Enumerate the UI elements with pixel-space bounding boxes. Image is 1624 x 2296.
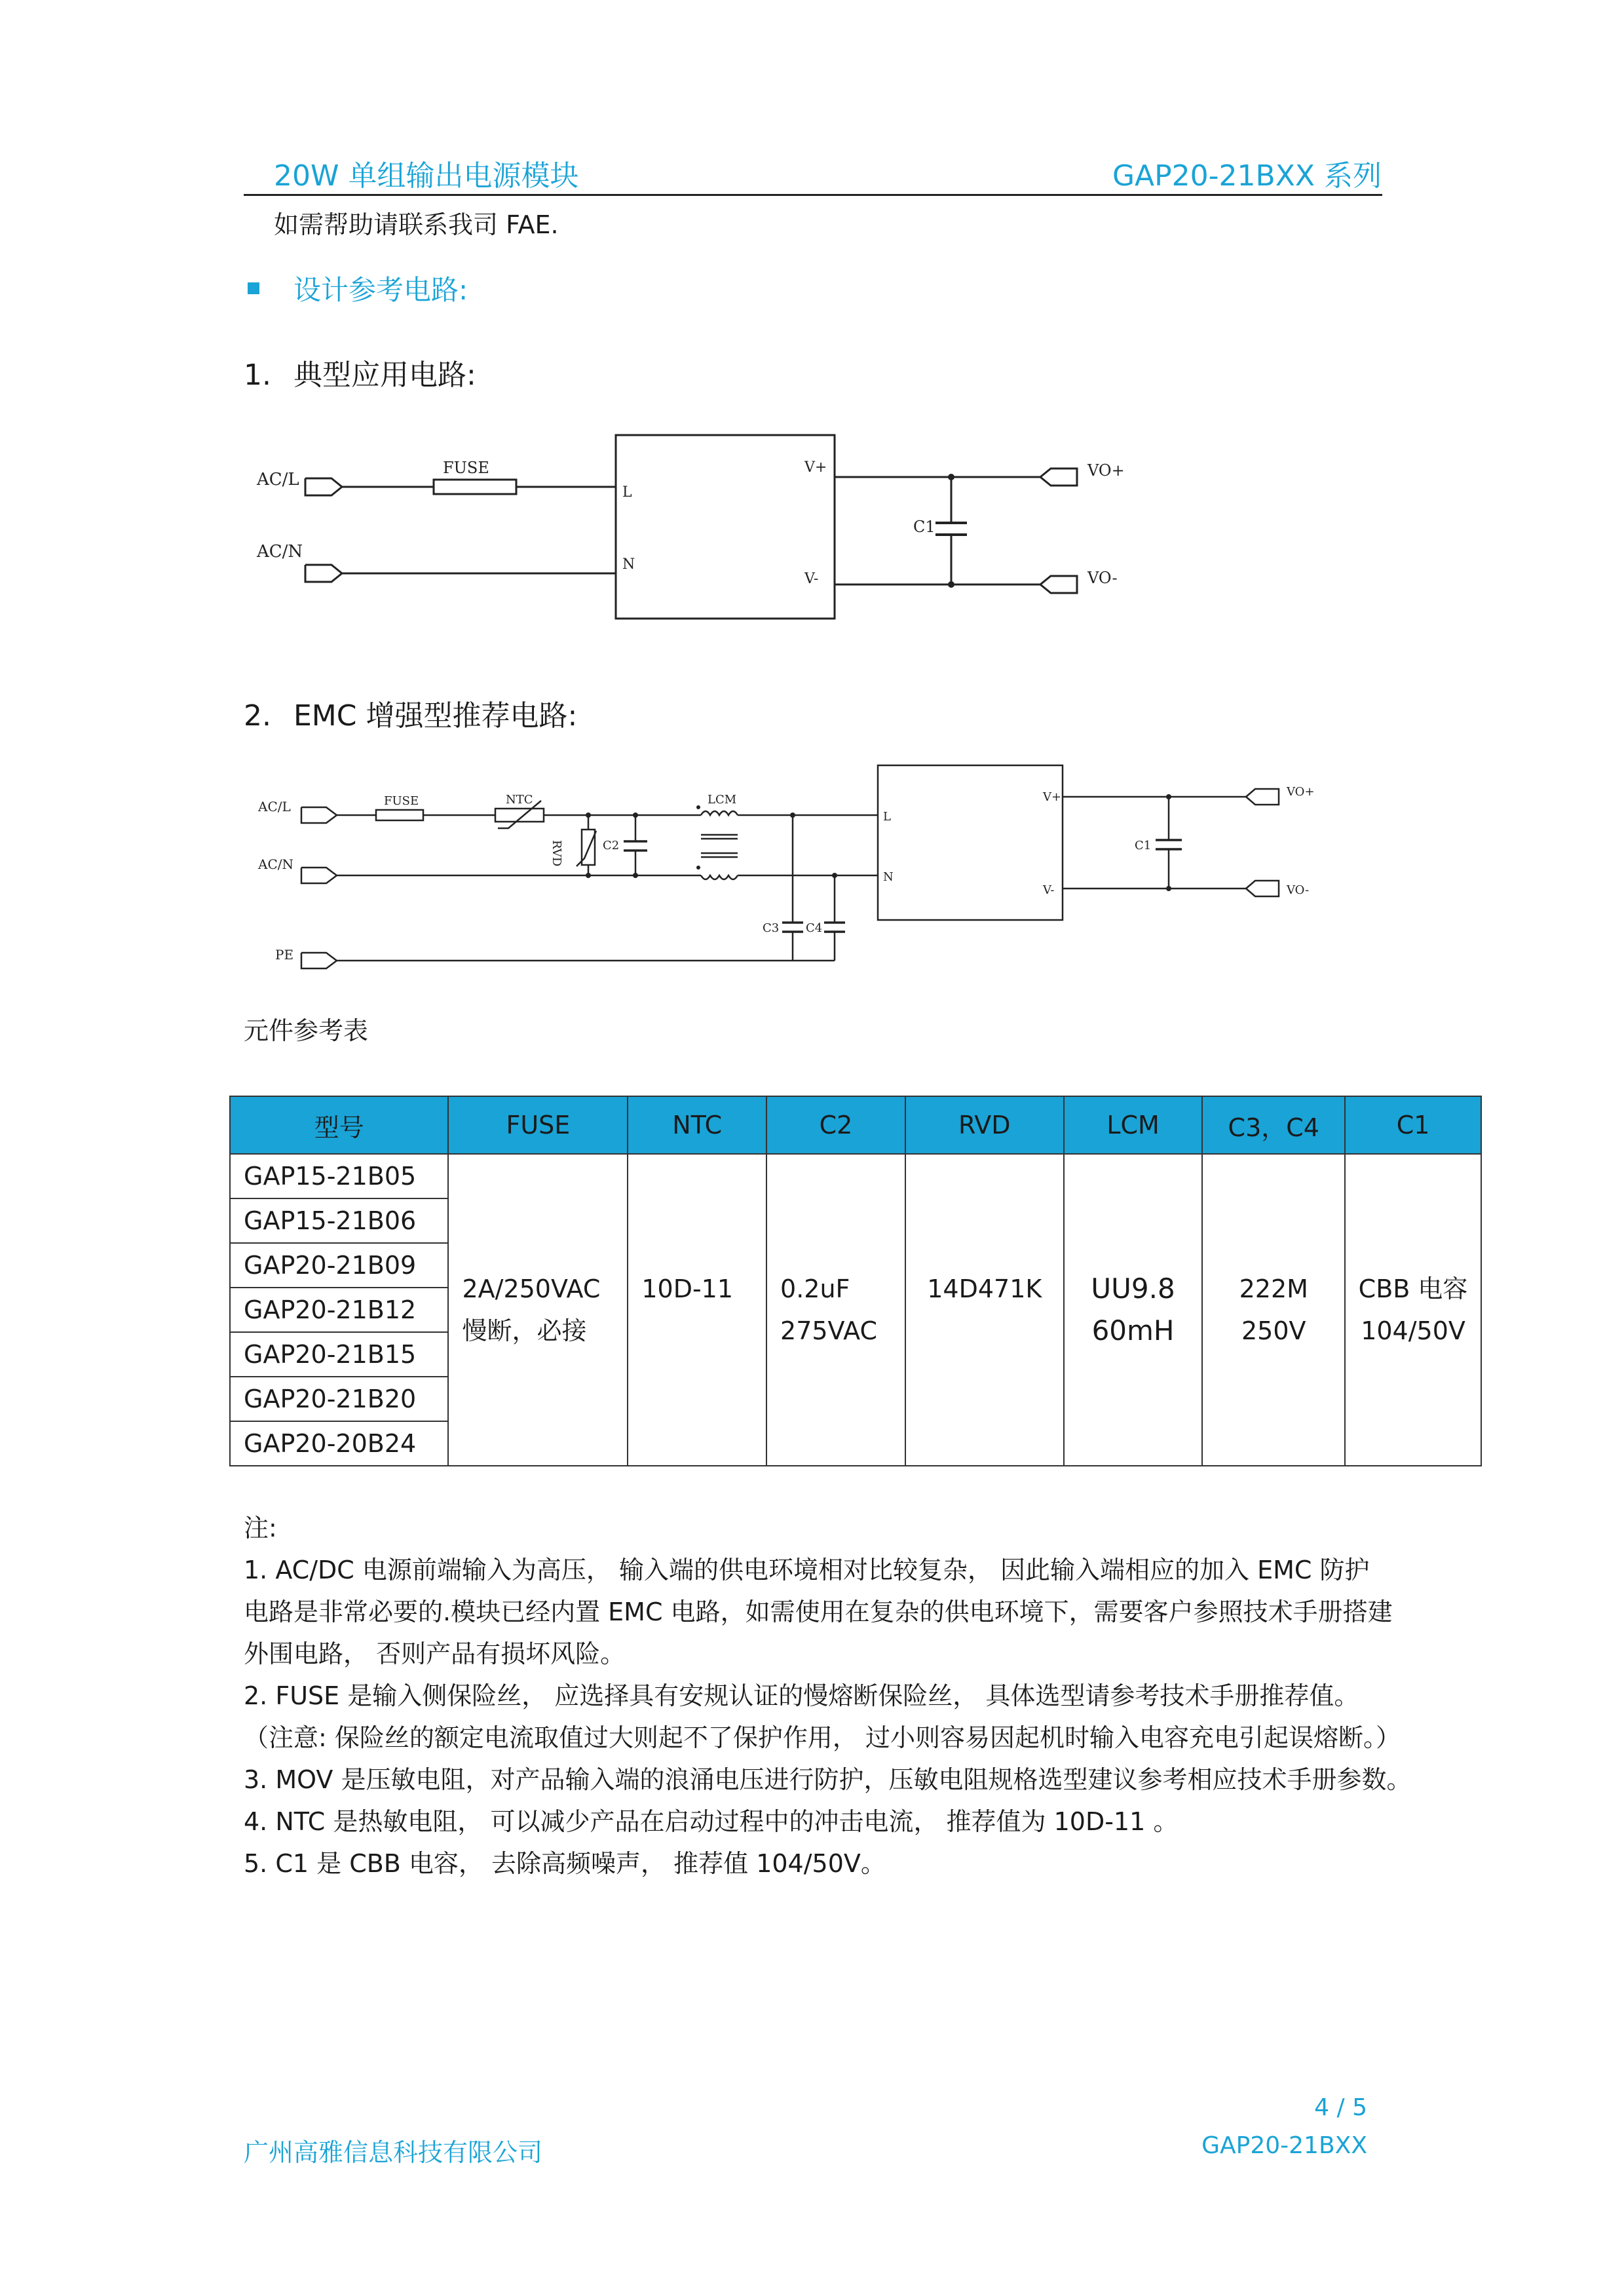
typical-application-circuit [249,419,1179,642]
c1-value-line: CBB 电容 [1358,1274,1468,1303]
page-number: 4 / 5 [1314,2094,1367,2121]
c3c4-value-line: 222M [1239,1274,1308,1303]
module-vplus-pin: V+ [804,459,827,476]
pe-terminal [301,953,337,968]
acl-label: AC/L [257,470,299,489]
lcm-label: LCM [708,793,737,807]
fuse-value-line: 2A/250VAC [462,1274,601,1303]
rvd-cell [905,1154,1064,1466]
fuse-value-line: 慢断，必接 [462,1316,587,1345]
model-cell: GAP15-21B06 [230,1198,448,1243]
model-cell: GAP20-21B20 [230,1377,448,1421]
emc-acn-terminal [301,868,337,883]
emc-fuse-label: FUSE [384,794,419,808]
acn-terminal [305,565,342,582]
emc-voplus-terminal [1246,789,1279,805]
emc-enhanced-circuit [249,760,1323,983]
rvd-label: RVD [550,840,563,867]
c1-label: C1 [913,518,935,536]
emc-acl-terminal [301,807,337,823]
lcm-cell [1064,1154,1203,1466]
note-line: 5. C1 是 CBB 电容， 去除高频噪声， 推荐值 104/50V。 [244,1849,886,1878]
lcm-value-line: UU9.8 [1091,1272,1175,1305]
note-line: 2. FUSE 是输入侧保险丝， 应选择具有安规认证的慢熔断保险丝， 具体选型请参考技术手册推荐值。 [244,1681,1359,1710]
note-line: 4. NTC 是热敏电阻， 可以减少产品在启动过程中的冲击电流， 推荐值为 10D-11 。 [244,1807,1179,1836]
c2-value-line: 0.2uF [780,1274,850,1303]
header-title: 20W 单组输出电源模块 [274,159,579,193]
note-line: 1. AC/DC 电源前端输入为高压， 输入端的供电环境相对比较复杂， 因此输入端相应的加入 EMC 防护 [244,1556,1370,1584]
emc-vominus-label: VO- [1287,883,1310,897]
emc-acl-label: AC/L [258,799,291,814]
component-reference-table [229,1096,1482,1466]
circuit2-heading [244,692,577,734]
help-text: 如需帮助请联系我司 FAE. [274,210,559,239]
header-rvd: RVD [905,1096,1064,1154]
table-row [230,1154,1481,1198]
ntc-label: NTC [506,793,533,807]
emc-module-vplus-pin: V+ [1043,790,1062,804]
module-vminus-pin: V- [804,571,819,587]
header-c3c4: C3，C4 [1202,1096,1345,1154]
circuit1-number: 1. [244,358,271,392]
footer-model: GAP20-21BXX [1201,2132,1367,2159]
lcm-value-line: 60mH [1091,1314,1175,1347]
table-caption: 元件参考表 [244,1016,369,1045]
header-c2: C2 [766,1096,905,1154]
model-cell: GAP15-21B05 [230,1154,448,1198]
header-ntc: NTC [628,1096,766,1154]
note-line: 外围电路， 否则产品有损坏风险。 [244,1639,626,1668]
header-divider [244,194,1382,196]
table-header-row [230,1096,1481,1154]
emc-module-vminus-pin: V- [1043,883,1055,897]
model-cell: GAP20-21B12 [230,1288,448,1332]
fuse-cell [448,1154,628,1466]
emc-c1-label: C1 [1135,839,1152,852]
vominus-terminal [1040,576,1077,593]
circuit1-title: 典型应用电路: [293,358,476,392]
header-c1: C1 [1345,1096,1481,1154]
lcm-coil-bottom [701,875,738,879]
notes-section [244,1507,1412,1885]
c3c4-value-line: 250V [1241,1316,1306,1345]
fuse-label: FUSE [443,459,489,477]
voplus-terminal [1040,469,1077,486]
section-heading [244,269,468,308]
acl-terminal [305,478,342,495]
fuse-symbol [434,480,516,494]
model-cell: GAP20-21B15 [230,1332,448,1377]
model-cell: GAP20-20B24 [230,1421,448,1466]
rvd-value-line: 14D471K [927,1274,1042,1303]
c2-cell [766,1154,905,1466]
notes-title: 注: [244,1514,277,1542]
square-bullet-icon [248,282,259,294]
module-box [616,435,835,619]
c2-label: C2 [603,839,620,852]
circuit1-heading [244,351,476,393]
header-fuse: FUSE [448,1096,628,1154]
pe-label: PE [275,947,294,963]
module-n-pin: N [622,556,635,573]
c3-label: C3 [763,921,780,935]
emc-module-box [878,765,1063,920]
emc-voplus-label: VO+ [1287,785,1315,799]
section-title: 设计参考电路: [293,274,468,306]
emc-vominus-terminal [1246,881,1279,896]
acn-label: AC/N [257,542,303,562]
emc-module-n-pin: N [883,870,894,884]
module-l-pin: L [622,484,632,501]
emc-acn-label: AC/N [258,856,293,872]
ntc-cell [628,1154,766,1466]
header-series: GAP20-21BXX 系列 [1112,159,1382,193]
c1-value-line: 104/50V [1361,1316,1465,1345]
ntc-value-line: 10D-11 [641,1274,734,1303]
note-line: （注意: 保险丝的额定电流取值过大则起不了保护作用， 过小则容易因起机时输入电容充电引起误熔断。） [244,1723,1401,1752]
footer-company: 广州高雅信息科技有限公司 [244,2138,543,2167]
c1-cell [1345,1154,1481,1466]
circuit2-number: 2. [244,699,271,733]
circuit2-title: EMC 增强型推荐电路: [293,699,578,733]
emc-fuse-symbol [376,810,423,820]
header-lcm: LCM [1064,1096,1203,1154]
c2-value-line: 275VAC [780,1316,877,1345]
voplus-label: VO+ [1087,461,1125,480]
header-model: 型号 [230,1096,448,1154]
emc-module-l-pin: L [883,810,891,824]
note-line: 电路是非常必要的.模块已经内置 EMC 电路，如需使用在复杂的供电环境下，需要客户参照技术手册搭建 [244,1598,1393,1626]
lcm-coil-top [701,811,738,815]
model-cell: GAP20-21B09 [230,1243,448,1288]
c3c4-cell [1202,1154,1345,1466]
note-line: 3. MOV 是压敏电阻，对产品输入端的浪涌电压进行防护，压敏电阻规格选型建议参考相应技术手册参数。 [244,1765,1412,1794]
c4-label: C4 [806,921,823,935]
vominus-label: VO- [1087,569,1118,587]
